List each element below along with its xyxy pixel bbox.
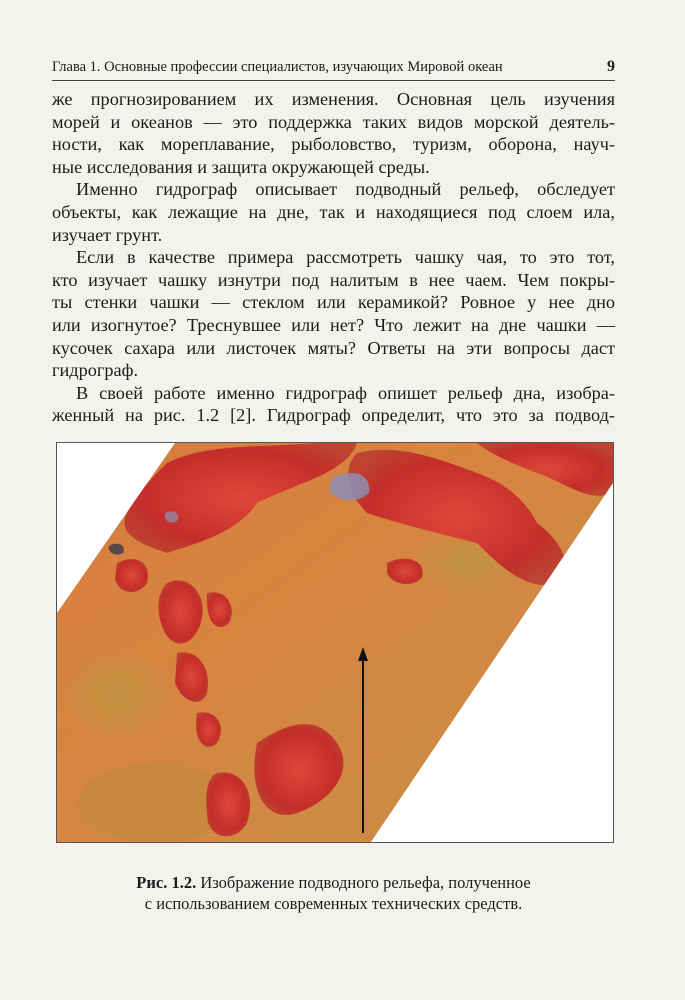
header-rule: [52, 80, 615, 81]
text-line: Именно гидрограф описывает подводный рельеф, обследует: [76, 179, 615, 200]
seabed-relief-image: [57, 443, 613, 842]
text-line: В своей работе именно гидрограф опишет рельеф дна, изобра-: [76, 382, 615, 403]
chapter-title: Глава 1. Основные профессии специалистов, изучающих Мировой океан: [52, 59, 503, 75]
text-line: женный на рис. 1.2 [2]. Гидрограф определит, что это за подвод-: [52, 405, 615, 426]
text-line: изучает грунт.: [52, 224, 163, 245]
text-line: гидрограф.: [52, 360, 139, 381]
seabed-relief-figure: [56, 442, 614, 843]
caption-label: Рис. 1.2.: [136, 873, 197, 892]
running-header: [52, 58, 615, 76]
page-number: 9: [607, 58, 615, 75]
text-line: ные исследования и защита окружающей среды.: [52, 156, 430, 177]
body-text: [52, 88, 615, 427]
figure-caption: [52, 872, 615, 914]
text-line: ты стенки чашки — стеклом или керамикой? Ровное у нее дно: [52, 292, 615, 313]
text-line: же прогнозированием их изменения. Основная цель изучения: [52, 89, 615, 109]
caption-text-line1: Изображение подводного рельефа, полученное: [200, 873, 531, 892]
text-line: объекты, как лежащие на дне, так и находящиеся под слоем ила,: [52, 201, 615, 222]
text-line: кусочек сахара или листочек мяты? Ответы на эти вопросы даст: [52, 337, 615, 358]
text-line: ности, как мореплавание, рыболовство, туризм, оборона, науч-: [52, 134, 615, 155]
text-line: морей и океанов — это поддержка таких видов морской деятель-: [52, 111, 615, 132]
caption-text-line2: с использованием современных технических средств.: [144, 894, 523, 913]
text-line: Если в качестве примера рассмотреть чашку чая, то это тот,: [76, 247, 615, 268]
text-line: кто изучает чашку изнутри под налитым в нее чаем. Чем покры-: [52, 269, 615, 290]
text-line: или изогнутое? Треснувшее или нет? Что лежит на дне чашки —: [52, 314, 615, 335]
